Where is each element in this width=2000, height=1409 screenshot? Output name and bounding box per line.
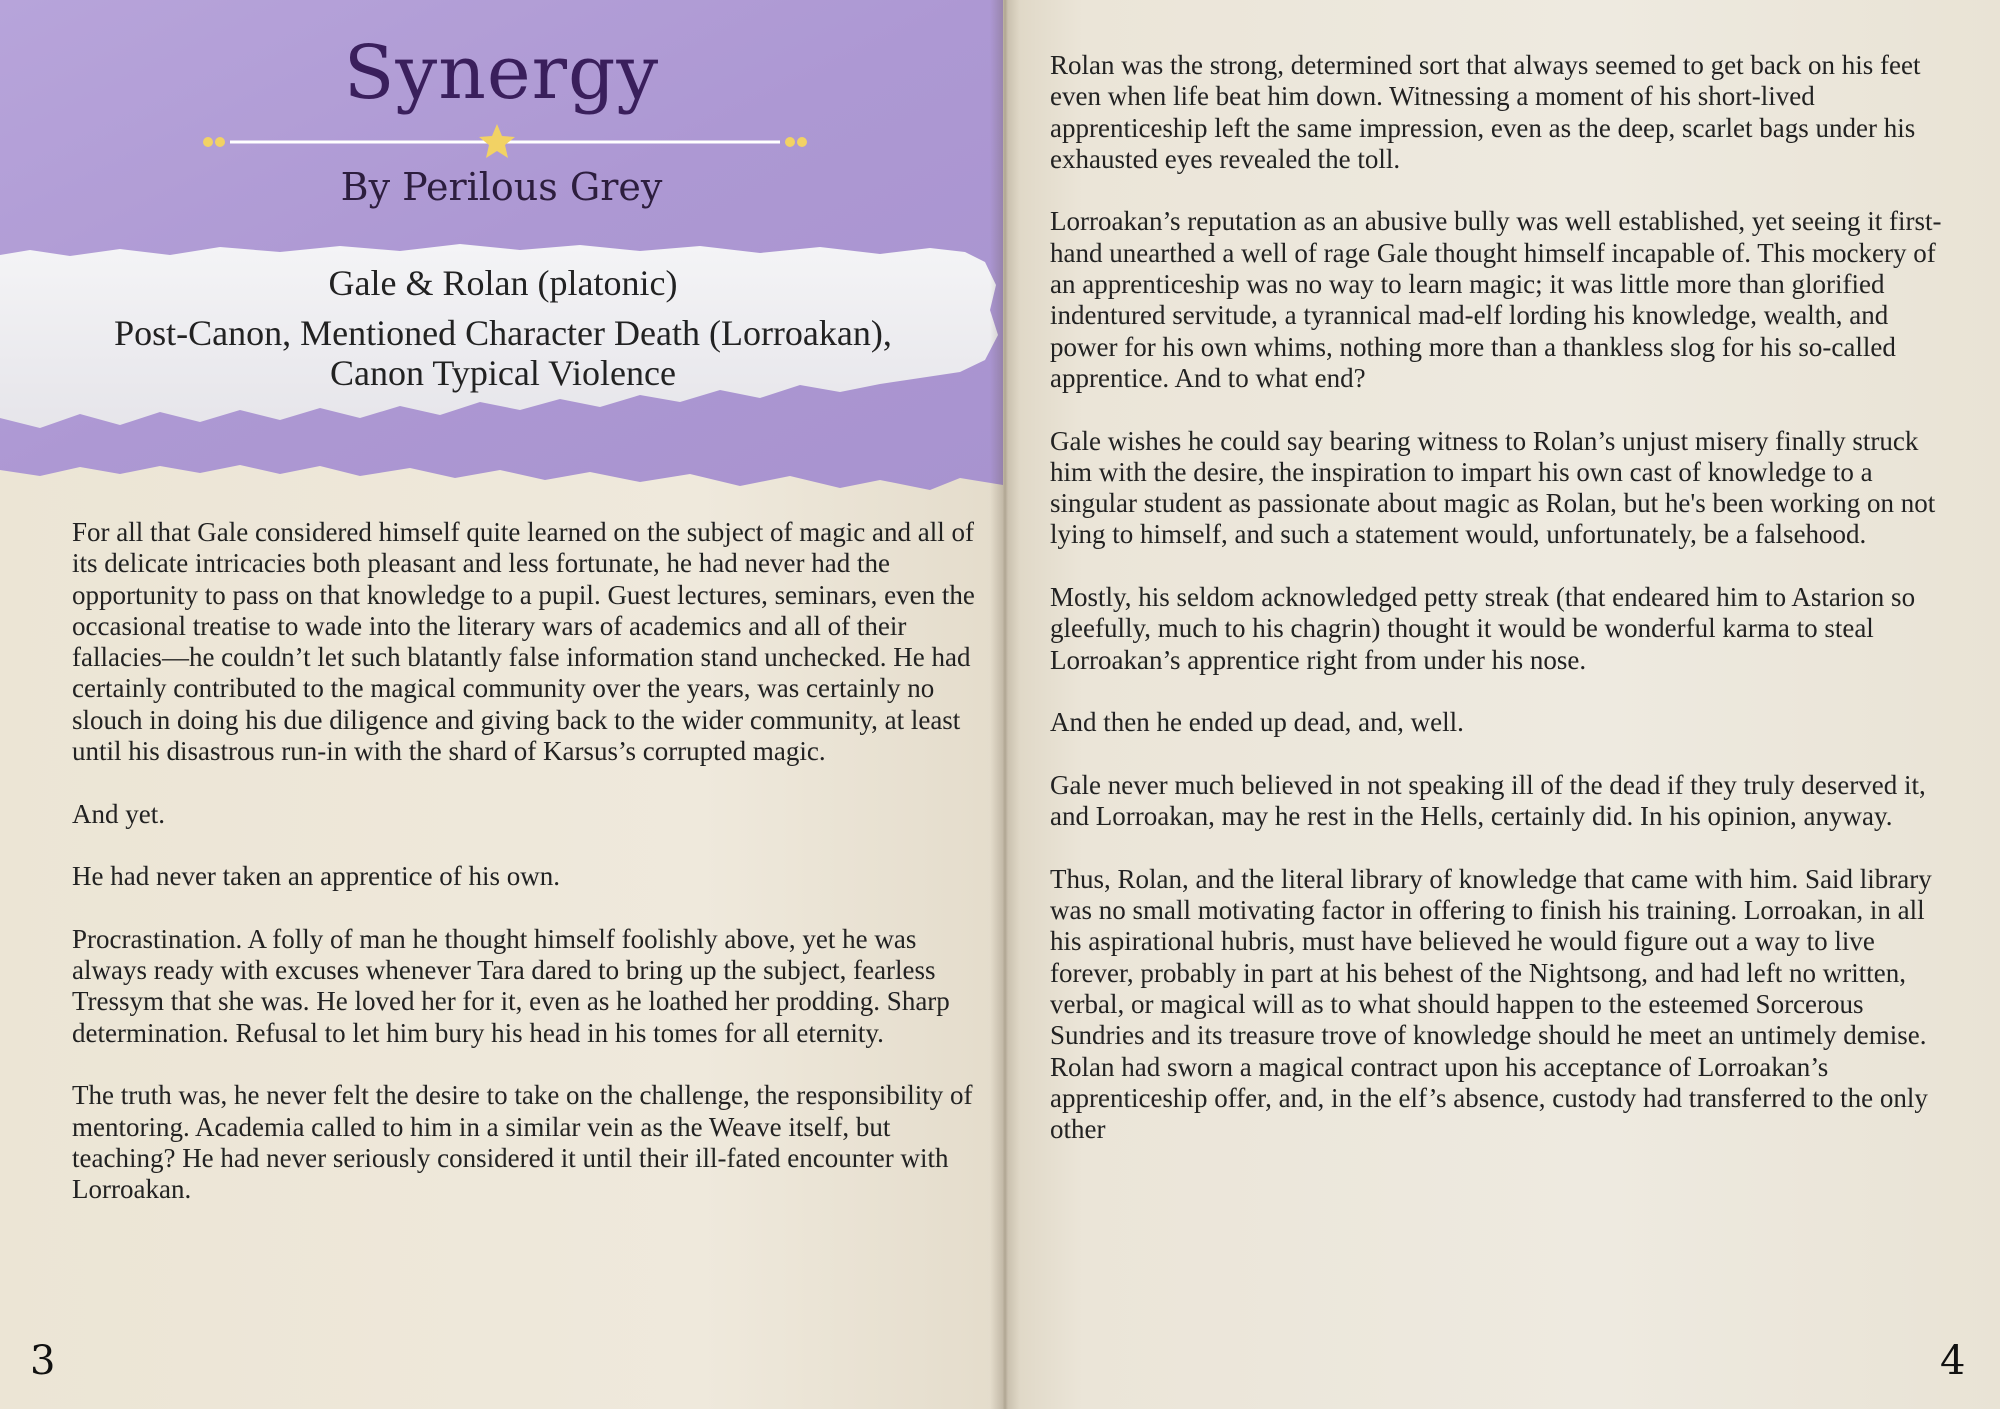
pairing-label: Gale & Rolan (platonic) [328, 263, 678, 303]
tags-line-1: Post-Canon, Mentioned Character Death (Lorroakan), [114, 313, 892, 353]
paragraph: Rolan was the strong, determined sort that always seemed to get back on his feet even when life beat him down. Witnessing a moment of his short-lived apprenticeship left the same impression, even as the deep, scarlet bags under his exhausted eyes revealed the toll. [1050, 50, 1921, 174]
author-byline: By Perilous Grey [340, 165, 663, 209]
paragraph: Lorroakan’s reputation as an abusive bully was well established, yet seeing it first-hand unearthed a well of rage Gale thought himself incapable of. This mockery of an apprenticeship was no way to learn magic; it was little more than glorified indentured servitude, a tyrannical mad-elf lording his knowledge, wealth, and power for his own whims, nothing more than a thankless slog for his so-called apprentice. And to what end? [1050, 206, 1942, 393]
paragraph: The truth was, he never felt the desire to take on the challenge, the responsibility of mentoring. Academia called to him in a similar vein as the Weave itself, but teaching? He had never seriously considered it until their ill-fated encounter with Lorroakan. [72, 1080, 973, 1205]
story-title: Synergy [343, 30, 660, 116]
paragraph: And then he ended up dead, and, well. [1050, 707, 1464, 738]
paragraph: Thus, Rolan, and the literal library of knowledge that came with him. Said library was no small motivating factor in offering to finish his training. Lorroakan, in all his aspirational hubris, must have believed he would figure out a way to live forever, probably in part at his behest of the Nightsong, and had left no written, verbal, or magical will as to what should happen to the esteemed Sorcerous Sundries and its treasure trove of knowledge should he meet an untimely demise. Rolan had sworn a magical contract upon his acceptance of Lorroakan’s apprenticeship offer, and, in the elf’s absence, custody had transferred to the only other [1050, 863, 1932, 1145]
tags-line-2: Canon Typical Violence [330, 353, 676, 393]
paragraph: For all that Gale considered himself quite learned on the subject of magic and all of its delicate intricacies both pleasant and less fortunate, he had never had the opportunity to pass on that knowledge to a pupil. Guest lectures, seminars, even the occasional treatise to wade into the literary wars of academics and all of their fallacies—he couldn’t let such blatantly false information stand unchecked. He had certainly contributed to the magical community over the years, was certainly no slouch in doing his due diligence and giving back to the wider community, at least until his disastrous run-in with the shard of Karsus’s corrupted magic. [72, 517, 975, 767]
star-divider [200, 122, 810, 162]
star-icon [479, 124, 515, 158]
book-gutter [990, 0, 1020, 1409]
page-number-left: 3 [30, 1338, 56, 1384]
paragraph: Gale never much believed in not speaking ill of the dead if they truly deserved it, and Lorroakan, may he rest in the Hells, certainly did. In his opinion, anyway. [1050, 769, 1926, 832]
right-page-body [1050, 50, 1950, 1177]
paragraph: He had never taken an apprentice of his own. [72, 861, 561, 892]
paragraph: And yet. [72, 798, 165, 829]
tags-label [40, 313, 966, 393]
paragraph: Gale wishes he could say bearing witness to Rolan’s unjust misery finally struck him with the desire, the inspiration to impart his own cast of knowledge to a singular student as passionate about magic as Rolan, but he's been working on not lying to himself, and such a statement would, unfortunately, be a falsehood. [1050, 425, 1936, 550]
left-page-body [72, 517, 977, 1237]
paragraph: Procrastination. A folly of man he thought himself foolishly above, yet he was always ready with excuses whenever Tara dared to bring up the subject, fearless Tressym that she was. He loved her for it, even as he loathed her prodding. Sharp determination. Refusal to let him bury his head in his tomes for all eternity. [72, 923, 950, 1048]
right-page [1003, 0, 2000, 1409]
paragraph: Mostly, his seldom acknowledged petty streak (that endeared him to Astarion so gleefully, much to his chagrin) thought it would be wonderful karma to steal Lorroakan’s apprentice right from under his nose. [1050, 582, 1916, 675]
page-number-right: 4 [1940, 1338, 1966, 1384]
